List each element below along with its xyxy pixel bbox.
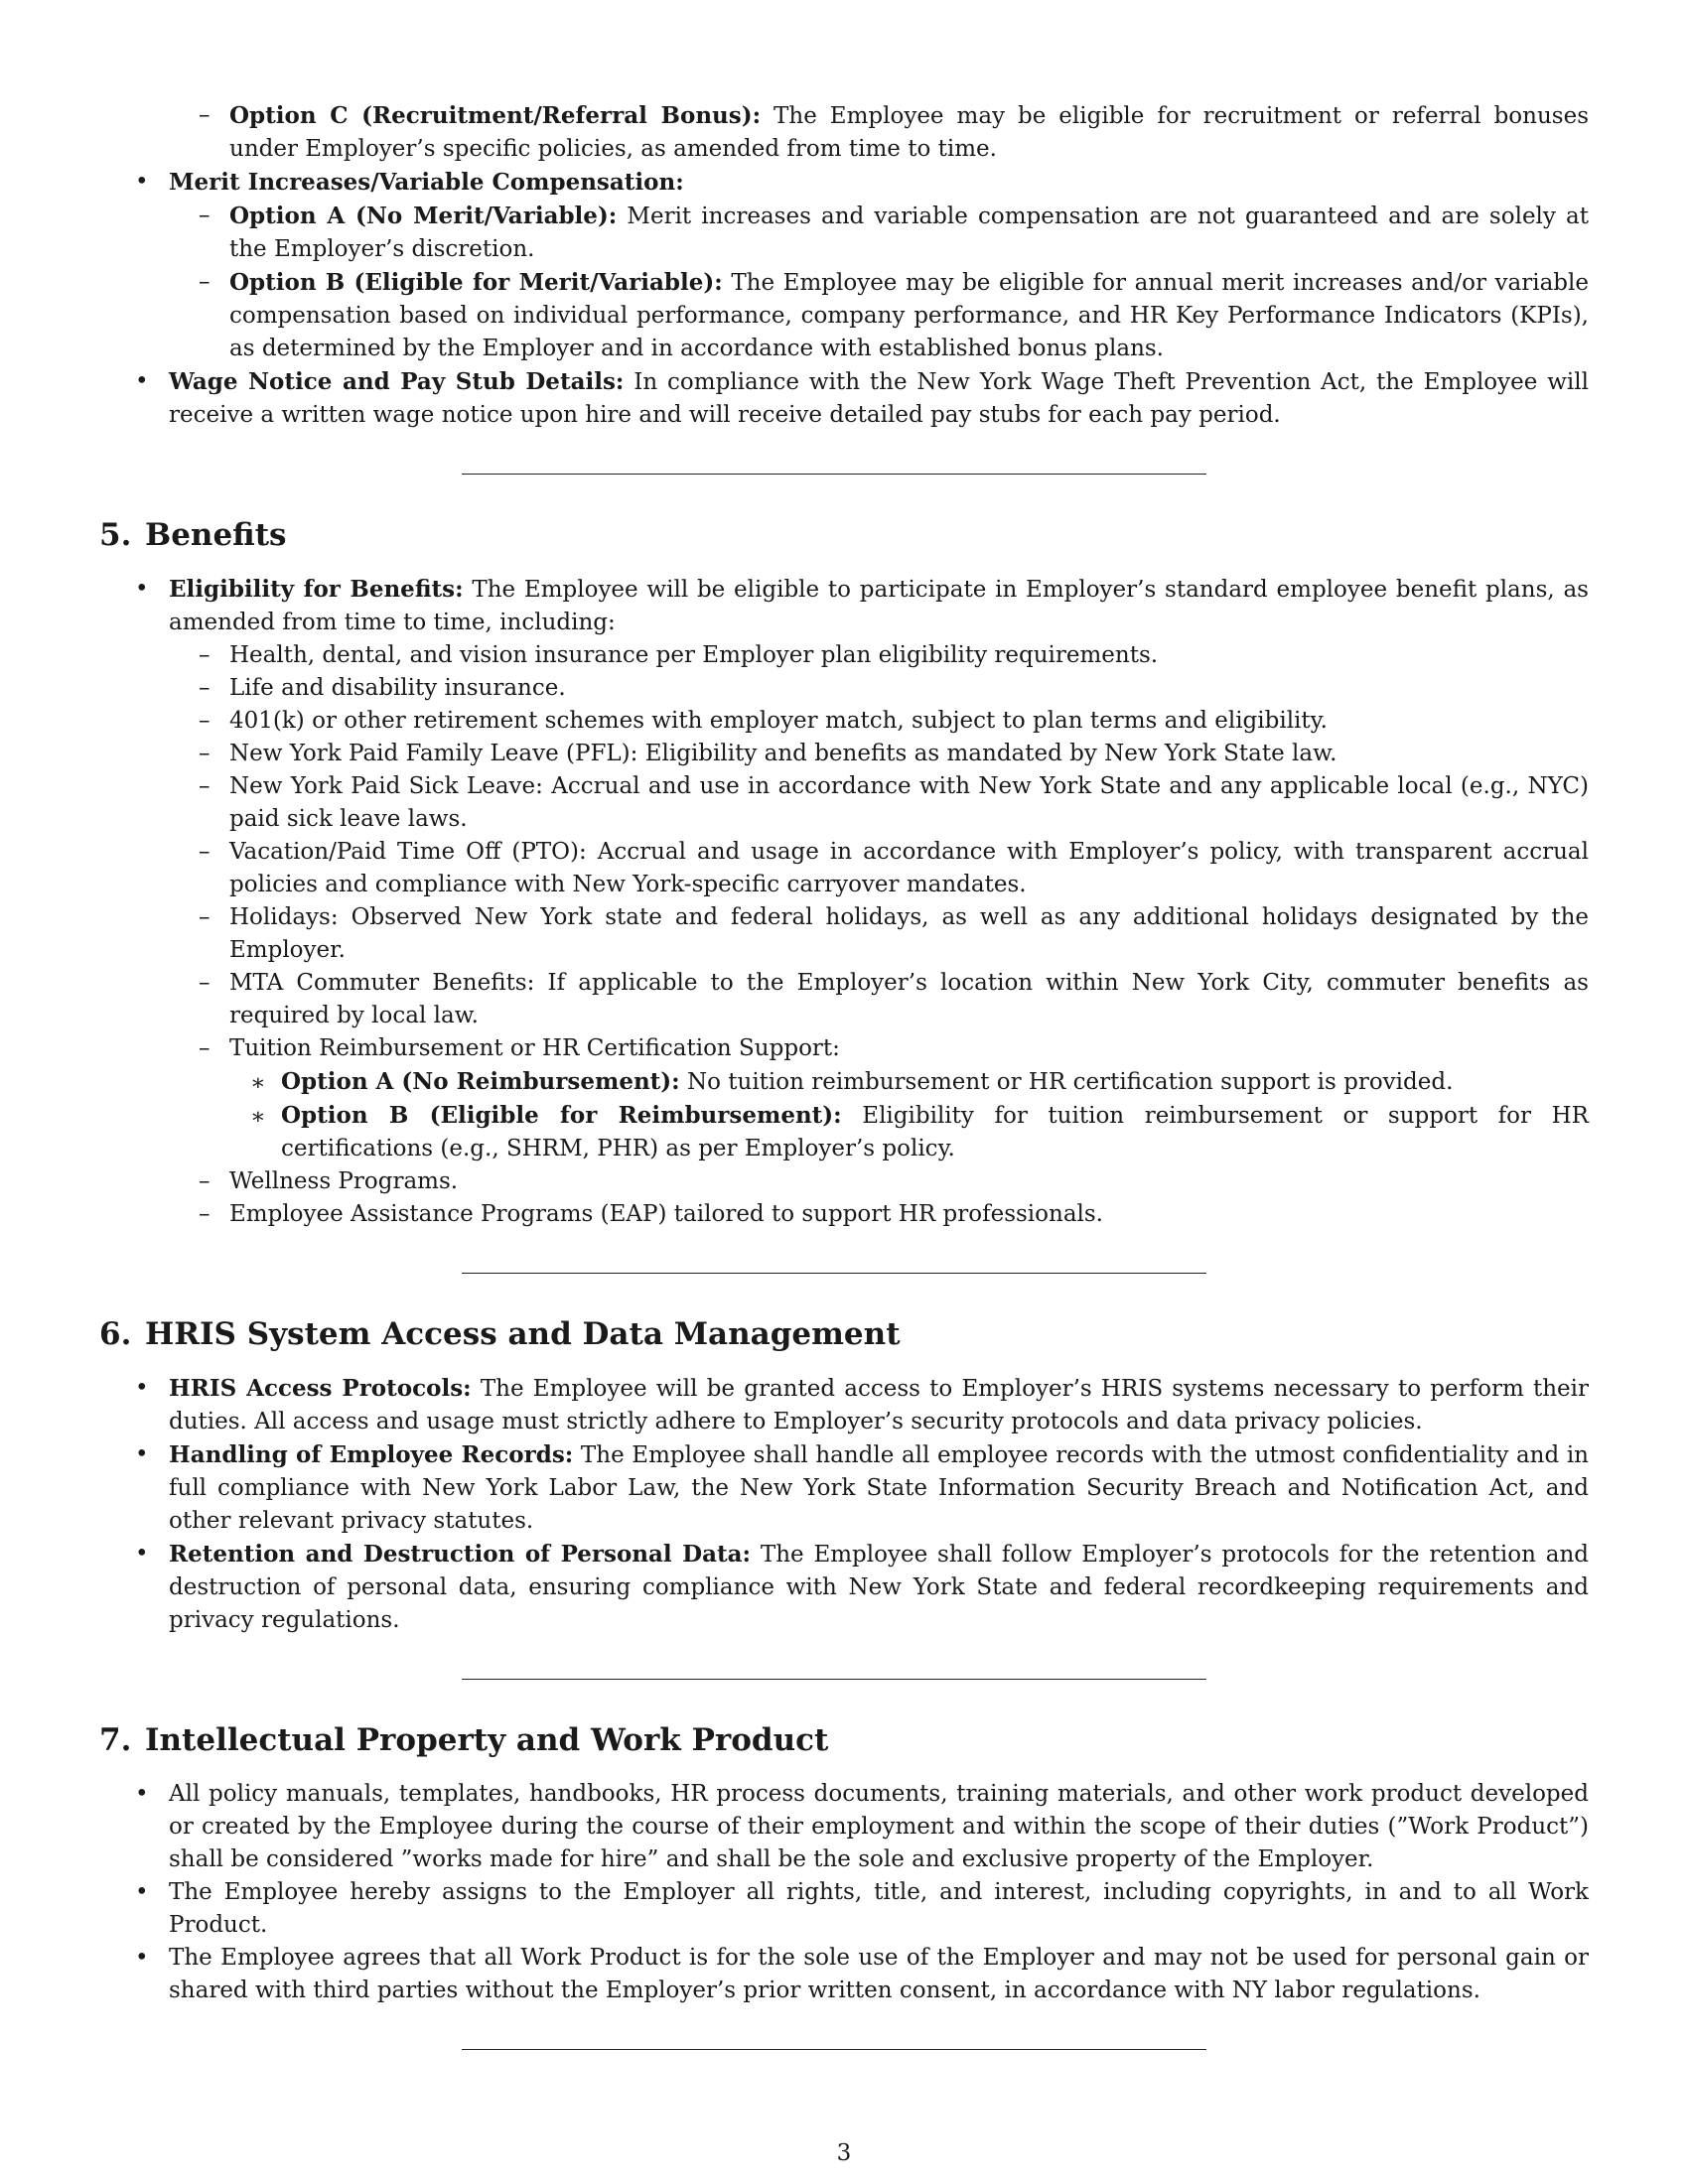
section-divider [462, 474, 1206, 475]
section-title: HRIS System Access and Data Management [145, 1316, 901, 1352]
benefit-item: – Holidays: Observed New York state and federal holidays, as well as any additional holidays designated by the Employer. [199, 904, 1589, 963]
merit-option-a-item: – Option A (No Merit/Variable): Merit increases and variable compensation are not guaranteed and are solely at the Employer’s discretion. [199, 203, 1589, 262]
section-number: 7. [99, 1722, 132, 1758]
page-number: 3 [836, 2140, 852, 2166]
ip-item: • The Employee agrees that all Work Product is for the sole use of the Employer and may not be used for personal gain or shared with third parties without the Employer’s prior written consent, in accordance with NY labor regulations. [135, 1945, 1589, 2003]
merit-option-b-item: – Option B (Eligible for Merit/Variable): The Employee may be eligible for annual merit increases and/or variable compensation based on individual performance, company performance, and HR Key Performance Indicators (KPIs), as determined by the Employer and in accordance with established bonus plans. [199, 269, 1589, 361]
merit-option-a-text: Merit increases and variable compensation are not guaranteed and are solely at the Employer’s discretion. [229, 204, 1589, 262]
section-divider [462, 2049, 1206, 2050]
eligibility-text: The Employee will be eligible to participate in Employer’s standard employee benefit plans, as amended from time to time, including: [169, 577, 1589, 635]
eligibility-label: Eligibility for Benefits: [169, 576, 464, 603]
option-c-text: The Employee may be eligible for recruitment or referral bonuses under Employer’s specific policies, as amended from time to time. [229, 103, 1589, 162]
benefit-item: – Vacation/Paid Time Off (PTO): Accrual and usage in accordance with Employer’s policy, with transparent accrual policies and compliance with New York-specific carryover mandates. [199, 839, 1589, 897]
section-7-heading [99, 1720, 1589, 1760]
benefit-item: – New York Paid Sick Leave: Accrual and use in accordance with New York State and any applicable local (e.g., NYC) paid sick leave laws. [199, 773, 1589, 832]
tuition-option-b-label: Option B (Eligible for Reimbursement): [281, 1102, 842, 1129]
tuition-option-a-label: Option A (No Reimbursement): [281, 1068, 680, 1095]
ip-item: • All policy manuals, templates, handbooks, HR process documents, training materials, and other work product developed or created by the Employee during the course of their employment and within the scope of their duties (”Work Product”) shall be considered ”works made for hire” and shall be the sole and exclusive property of the Employer. [135, 1781, 1589, 1872]
ip-item: • The Employee hereby assigns to the Employer all rights, title, and interest, including copyrights, in and to all Work Product. [135, 1879, 1589, 1938]
merit-option-b-label: Option B (Eligible for Merit/Variable): [229, 269, 723, 296]
tuition-option-b-text: Eligibility for tuition reimbursement or support for HR certifications (e.g., SHRM, PHR) as per Employer’s policy. [281, 1103, 1589, 1161]
benefit-item: – Health, dental, and vision insurance per Employer plan eligibility requirements. [199, 642, 1159, 668]
compensation-continuation [99, 99, 1589, 432]
merit-label: Merit Increases/Variable Compensation: [169, 169, 684, 196]
merit-option-b-text: The Employee may be eligible for annual merit increases and/or variable compensation based on individual performance, company performance, and HR Key Performance Indicators (KPIs), as determined by the Employer and in accordance with established bonus plans. [229, 270, 1589, 361]
merit-item: • Merit Increases/Variable Compensation: [135, 169, 684, 196]
tuition-option-a-text: No tuition reimbursement or HR certification support is provided. [679, 1069, 1454, 1095]
option-c-label: Option C (Recruitment/Referral Bonus): [229, 102, 762, 129]
benefit-item: – Employee Assistance Programs (EAP) tailored to support HR professionals. [199, 1201, 1103, 1227]
section-divider [462, 1273, 1206, 1274]
ip-list [99, 1778, 1589, 2007]
section-title: Intellectual Property and Work Product [145, 1722, 829, 1758]
section-number: 5. [99, 517, 132, 553]
section-divider [462, 1679, 1206, 1680]
tuition-option-b-item: ∗ Option B (Eligible for Reimbursement): Eligibility for tuition reimbursement or support for HR certifications (e.g., SHRM, PHR) as per Employer’s policy. [250, 1102, 1589, 1161]
benefit-item: – MTA Commuter Benefits: If applicable to the Employer’s location within New York City, commuter benefits as required by local law. [199, 970, 1589, 1028]
tuition-option-a-item: ∗ Option A (No Reimbursement): No tuition reimbursement or HR certification support is provided. [250, 1068, 1454, 1096]
benefits-list [99, 573, 1589, 1231]
benefit-item: – New York Paid Family Leave (PFL): Eligibility and benefits as mandated by New York State law. [199, 741, 1337, 766]
benefit-item: – 401(k) or other retirement schemes with employer match, subject to plan terms and eligibility. [199, 708, 1328, 734]
wage-notice-label: Wage Notice and Pay Stub Details: [169, 368, 625, 395]
hris-access-item: • HRIS Access Protocols: The Employee will be granted access to Employer’s HRIS systems necessary to perform their duties. All access and usage must strictly adhere to Employer’s security protocols and data privacy policies. [135, 1375, 1589, 1434]
section-5-heading [99, 515, 1589, 555]
merit-option-a-label: Option A (No Merit/Variable): [229, 203, 618, 229]
wage-notice-item: • Wage Notice and Pay Stub Details: In compliance with the New York Wage Theft Prevention Act, the Employee will receive a written wage notice upon hire and will receive detailed pay stubs for each pay period. [135, 368, 1589, 428]
employee-records-item: • Handling of Employee Records: The Employee shall handle all employee records with the utmost confidentiality and in full compliance with New York Labor Law, the New York State Information Security Breach and Notification Act, and other relevant privacy statutes. [135, 1441, 1589, 1534]
option-c-item: – Option C (Recruitment/Referral Bonus): The Employee may be eligible for recruitment or referral bonuses under Employer’s specific policies, as amended from time to time. [199, 102, 1589, 162]
benefit-item: – Wellness Programs. [199, 1168, 459, 1194]
wage-notice-text: In compliance with the New York Wage Theft Prevention Act, the Employee will receive a written wage notice upon hire and will receive detailed pay stubs for each pay period. [169, 369, 1589, 428]
section-6-heading [99, 1314, 1589, 1354]
section-title: Benefits [145, 517, 287, 553]
eligibility-item: • Eligibility for Benefits: The Employee will be eligible to participate in Employer’s standard employee benefit plans, as amended from time to time, including: [135, 576, 1589, 635]
benefit-item: – Life and disability insurance. [199, 675, 566, 701]
benefit-item: – Tuition Reimbursement or HR Certification Support: [199, 1035, 840, 1061]
hris-list [99, 1372, 1589, 1637]
data-retention-item: • Retention and Destruction of Personal Data: The Employee shall follow Employer’s protocols for the retention and destruction of personal data, ensuring compliance with New York State and federal recordkeeping requirements and privacy regulations. [135, 1541, 1589, 1633]
section-number: 6. [99, 1316, 132, 1352]
